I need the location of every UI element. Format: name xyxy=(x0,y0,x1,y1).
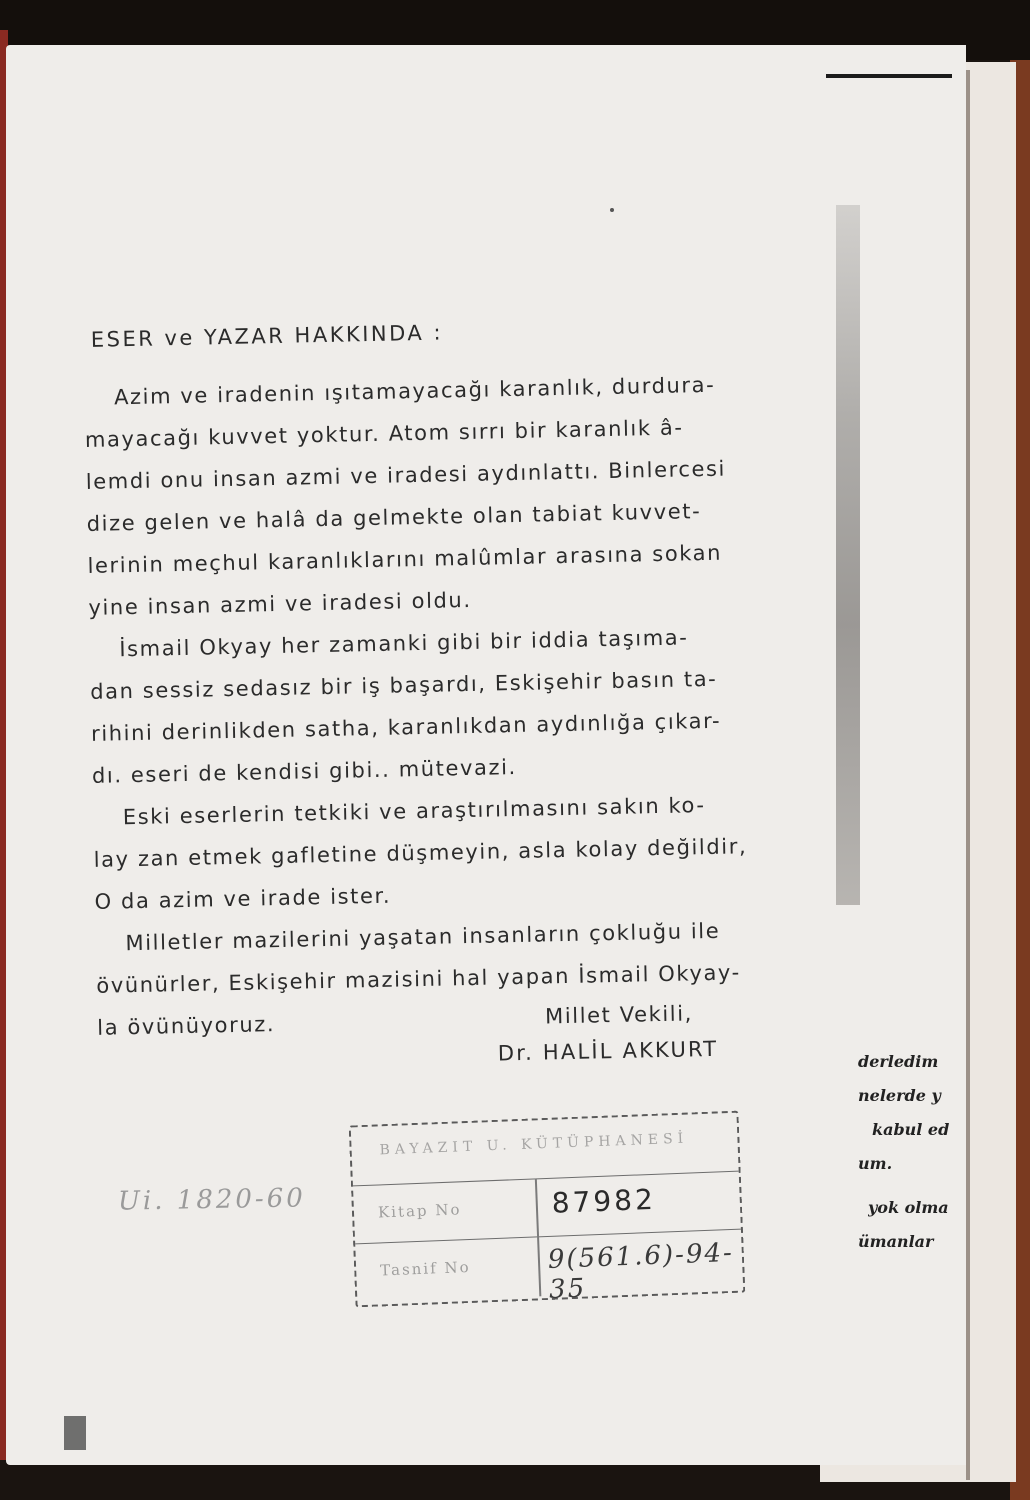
body-line: la övünüyoruz. xyxy=(96,1012,276,1040)
right-page-fragment: um. xyxy=(858,1154,893,1173)
body-line: Milletler mazilerini yaşatan insanların çokluğu ile xyxy=(125,918,721,956)
pencil-annotation: Ui. 1820-60 xyxy=(117,1183,307,1217)
right-page-fragment: kabul ed xyxy=(872,1120,950,1139)
right-page-fragment: derledim xyxy=(858,1052,939,1071)
body-line: lay zan etmek gafletine düşmeyin, asla kolay değildir, xyxy=(93,834,748,872)
body-line: dan sessiz sedasız bir iş başardı, Eskişehir basın ta- xyxy=(89,666,718,704)
body-line: Eski eserlerin tetkiki ve araştırılmasını sakın ko- xyxy=(122,793,706,830)
signature-title: Millet Vekili, xyxy=(544,1001,694,1029)
right-page-fragment: ümanlar xyxy=(858,1232,934,1251)
body-line: O da azim ve irade ister. xyxy=(94,883,392,914)
body-line: dize gelen ve halâ da gelmekte olan tabiat kuvvet- xyxy=(86,499,702,536)
bleed-through-strip xyxy=(836,205,860,905)
body-line: İsmail Okyay her zamanki gibi bir iddia taşıma- xyxy=(119,625,689,662)
stamp-kitap-label: Kitap No xyxy=(377,1200,462,1222)
stamp-header: BAYAZIT U. KÜTÜPHANESİ xyxy=(379,1130,689,1159)
stamp-tasnif-label: Tasnif No xyxy=(379,1257,471,1280)
page-heading: ESER ve YAZAR HAKKINDA : xyxy=(90,320,444,352)
body-line: lerinin meçhul karanlıklarını malûmlar arasına sokan xyxy=(87,540,723,578)
library-stamp xyxy=(349,1111,746,1308)
body-line: yine insan azmi ve iradesi oldu. xyxy=(88,587,472,620)
signature-name: Dr. HALİL AKKURT xyxy=(497,1036,719,1066)
body-line: rihini derinlikden satha, karanlıkdan aydınlığa çıkar- xyxy=(90,708,722,746)
body-line: lemdi onu insan azmi ve iradesi aydınlattı. Binlercesi xyxy=(85,456,727,494)
page-fold-shadow xyxy=(966,70,970,1480)
body-line: Azim ve iradenin ışıtamayacağı karanlık, durdura- xyxy=(113,372,716,410)
stamp-tasnif-value: 9(561.6)-94-35 xyxy=(547,1237,735,1305)
body-line: dı. eseri de kendisi gibi.. mütevazi. xyxy=(91,754,518,788)
ink-dot xyxy=(610,208,614,212)
top-rule-line xyxy=(826,74,952,78)
body-line: övünürler, Eskişehir mazisini hal yapan İsmail Okyay- xyxy=(96,960,742,998)
corner-mark xyxy=(64,1416,86,1450)
right-page-fragment: yok olma xyxy=(868,1198,949,1217)
body-line: mayacağı kuvvet yoktur. Atom sırrı bir karanlık â- xyxy=(84,415,684,452)
stamp-kitap-value: 87982 xyxy=(551,1182,657,1220)
right-page-fragment: nelerde y xyxy=(858,1086,941,1105)
